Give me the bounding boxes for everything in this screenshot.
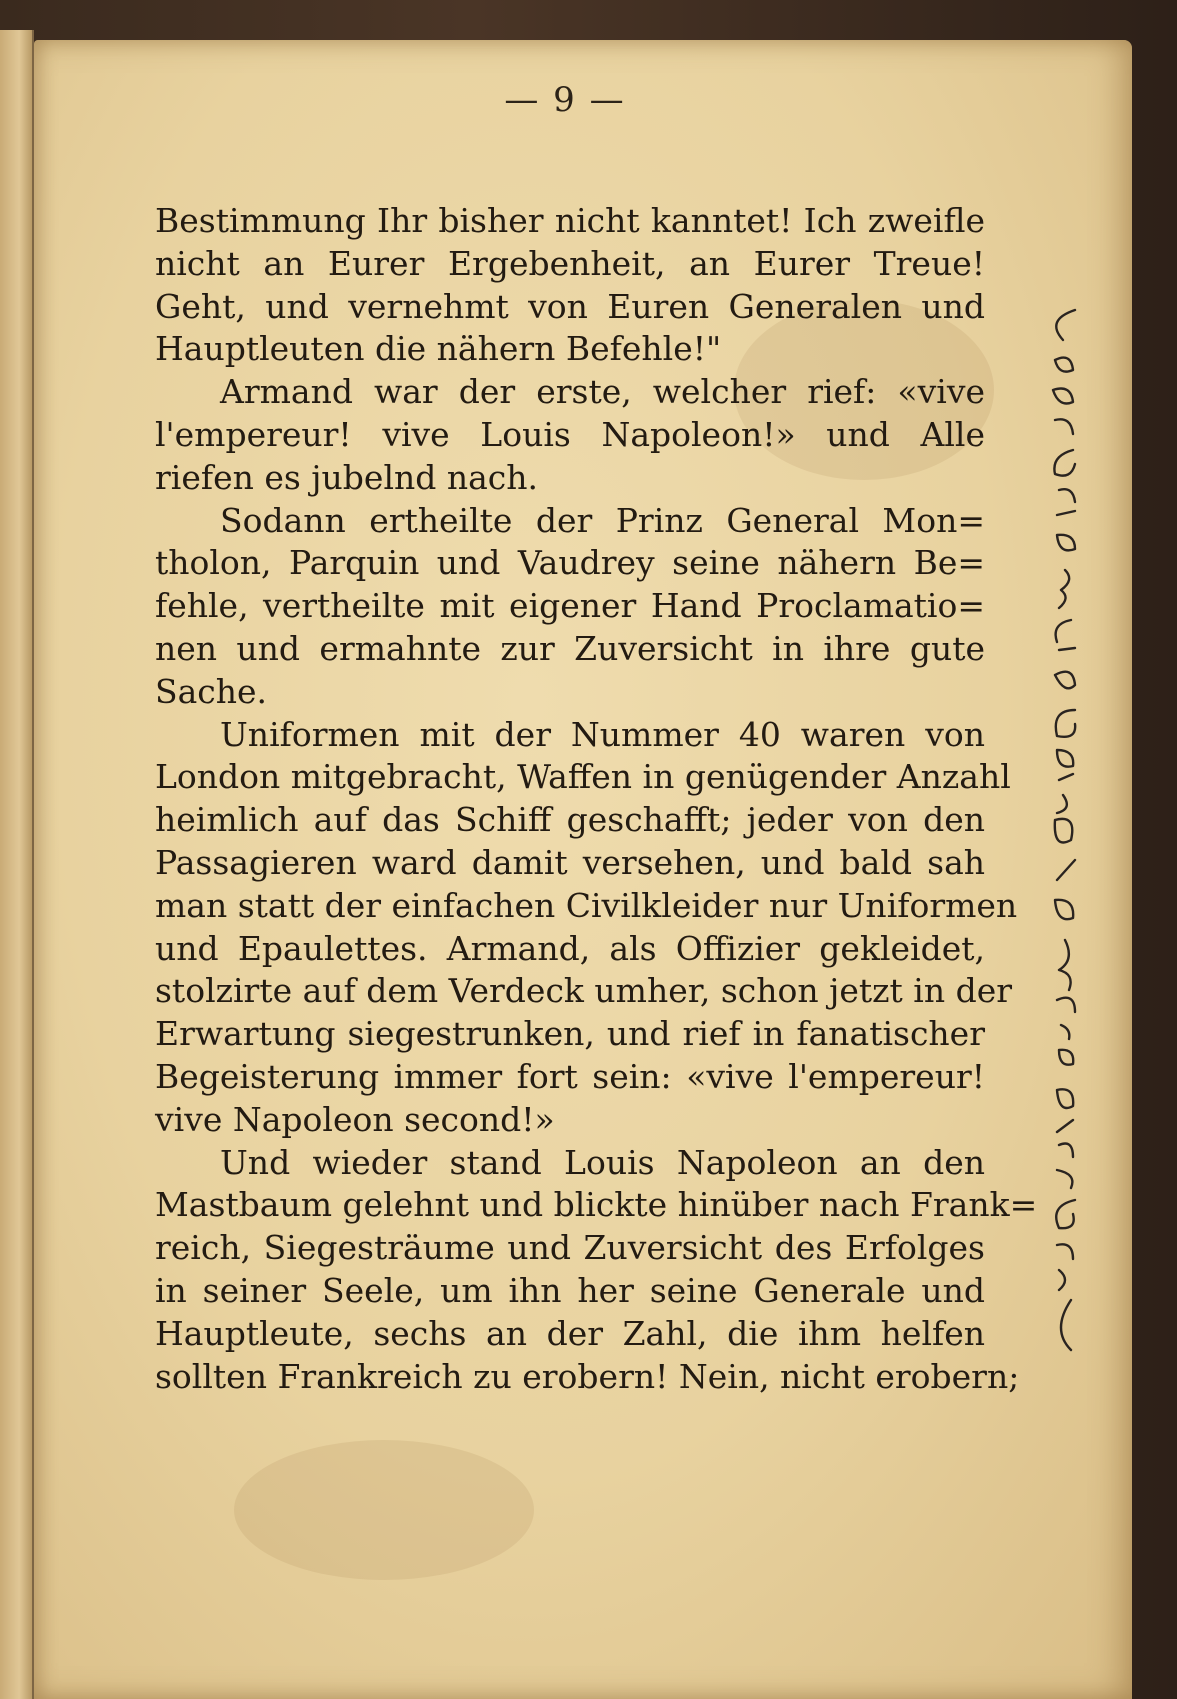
- text-line: Mastbaum gelehnt und blickte hinüber nach Frank=: [155, 1185, 1038, 1225]
- text-line: man statt der einfachen Civilkleider nur Uniformen: [155, 885, 1018, 925]
- text-line: Geht, und vernehmt von Euren Generalen und: [155, 286, 985, 326]
- text-line: l'empereur! vive Louis Napoleon!» und Alle: [155, 414, 985, 454]
- paragraph-start-line: Armand war der erste, welcher rief: «vive: [220, 372, 985, 412]
- text-line: Erwartung siegestrunken, und rief in fanatischer: [155, 1014, 985, 1054]
- text-line: in seiner Seele, um ihn her seine Generale und: [155, 1270, 985, 1310]
- text-line: reich, Siegesträume und Zuversicht des Erfolges: [155, 1228, 985, 1268]
- page-number: — 9 —: [504, 80, 626, 120]
- paragraph-start-line: Uniformen mit der Nummer 40 waren von: [220, 714, 985, 754]
- text-line: London mitgebracht, Waffen in genügender Anzahl: [155, 757, 1011, 797]
- previous-page-edge: [0, 30, 34, 1699]
- text-line: heimlich auf das Schiff geschafft; jeder von den: [155, 800, 985, 840]
- text-line: fehle, vertheilte mit eigener Hand Proclamatio=: [155, 586, 985, 626]
- paragraph-start-line: Und wieder stand Louis Napoleon an den: [220, 1142, 985, 1182]
- handwriting-scribble-icon: [1035, 300, 1095, 1360]
- text-line: stolzirte auf dem Verdeck umher, schon jetzt in der: [155, 971, 1013, 1011]
- text-line: sollten Frankreich zu erobern! Nein, nicht erobern;: [155, 1356, 1020, 1396]
- paper-stain: [234, 1440, 534, 1580]
- text-line: riefen es jubelnd nach.: [155, 457, 539, 497]
- paragraph-start-line: Sodann ertheilte der Prinz General Mon=: [220, 500, 985, 540]
- text-line: Hauptleuten die nähern Befehle!": [155, 329, 722, 369]
- text-line: tholon, Parquin und Vaudrey seine nähern Be=: [155, 543, 985, 583]
- text-line: vive Napoleon second!»: [155, 1099, 555, 1139]
- text-line: nicht an Eurer Ergebenheit, an Eurer Treue!: [155, 243, 985, 283]
- text-line: nen und ermahnte zur Zuversicht in ihre gute: [155, 628, 985, 668]
- text-line: Bestimmung Ihr bisher nicht kanntet! Ich zweifle: [155, 201, 985, 240]
- text-line: und Epaulettes. Armand, als Offizier gekleidet,: [155, 928, 985, 968]
- text-line: Sache.: [155, 671, 268, 711]
- handwritten-margin-note: [1035, 300, 1095, 1360]
- text-line: Begeisterung immer fort sein: «vive l'empereur!: [155, 1056, 985, 1096]
- body-text: [155, 200, 1038, 1398]
- text-line: Passagieren ward damit versehen, und bald sah: [155, 842, 985, 882]
- text-line: Hauptleute, sechs an der Zahl, die ihm helfen: [155, 1313, 985, 1353]
